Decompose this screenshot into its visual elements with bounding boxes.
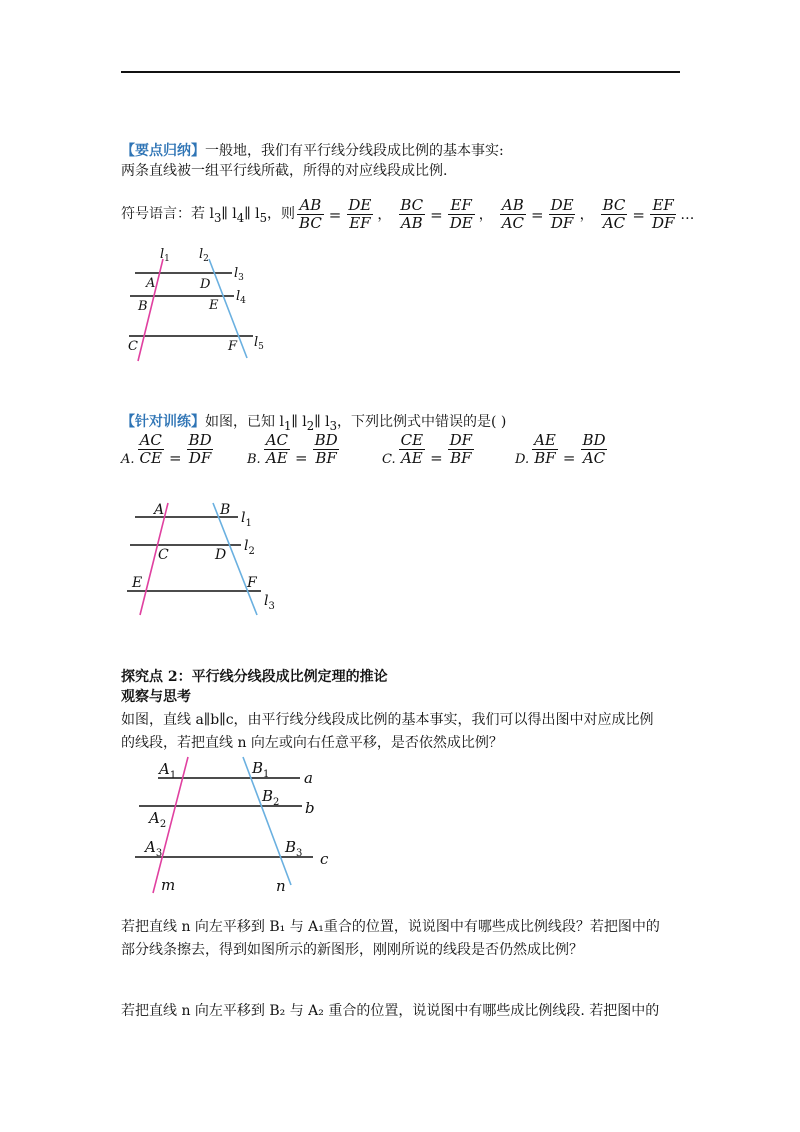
paragraph-2-line-1: 若把直线 n 向左平移到 B₁ 与 A₁重合的位置，说说图中有哪些成比例线段？若把图中的 — [121, 919, 660, 935]
practice-question: 【针对训练】如图，已知 $l_1\parallel$ $l_2\parallel$ $l_3$，下列比例式中错误的是( ) — [121, 414, 507, 433]
label-l1: $l_1$ — [241, 510, 252, 529]
symbol-language: 符号语言：若 $l_3\parallel$ $l_4\parallel$ $l_5$，则 — [121, 206, 296, 225]
point-A: A — [154, 502, 165, 518]
point-A2: $A_2$ — [149, 809, 167, 830]
label-m: m — [161, 876, 176, 894]
figure-parallel-lines-3 — [125, 755, 340, 900]
label-l4: $l_4$ — [236, 289, 246, 306]
point-D: D — [200, 277, 211, 292]
option-A[interactable]: A. $\frac{AC}{CE}$ = $\frac{BD}{DF}$ — [121, 431, 212, 467]
point-F: F — [228, 339, 238, 354]
label-l3: $l_3$ — [234, 266, 244, 283]
label-l2: $l_2$ — [199, 247, 209, 264]
section-heading: 探究点 2：平行线分线段成比例定理的推论 — [121, 669, 388, 685]
point-E: E — [132, 575, 143, 591]
key-points-label: 【要点归纳】 — [121, 143, 205, 159]
point-A: A — [146, 276, 156, 291]
option-B[interactable]: B. $\frac{AC}{AE}$ = $\frac{BD}{BF}$ — [247, 431, 338, 467]
point-B: B — [220, 502, 231, 518]
point-C: C — [128, 339, 138, 354]
figure-parallel-lines-1 — [120, 240, 280, 365]
label-b: b — [305, 799, 315, 817]
label-l5: $l_5$ — [254, 335, 264, 352]
point-C: C — [158, 547, 169, 563]
label-l1: $l_1$ — [160, 247, 170, 264]
key-points-intro — [121, 141, 504, 161]
practice-label: 【针对训练】 — [121, 414, 205, 430]
proportion-list: $\frac{AB}{BC}$ = $\frac{DE}{EF}$ ， $\frac{BC}{AB}$ = $\frac{EF}{DE}$ ， $\frac{AB}{AC}$ = $\frac{DE}{DF}$ ， $\frac{BC}{AC}$ = $\frac{EF}{DF}$ … — [295, 197, 699, 232]
label-l3: $l_3$ — [264, 593, 275, 612]
proportion-1: $\frac{AB}{BC}$ = $\frac{DE}{EF}$ — [299, 196, 372, 232]
symbol-language-row — [121, 184, 699, 232]
option-C[interactable]: C. $\frac{CE}{AE}$ = $\frac{DF}{BF}$ — [382, 431, 473, 467]
label-a: a — [304, 769, 313, 787]
header-rule — [121, 71, 680, 73]
proportion-3: $\frac{AB}{AC}$ = $\frac{DE}{DF}$ — [501, 196, 574, 232]
paragraph-1-line-2: 的线段，若把直线 n 向左或向右任意平移，是否依然成比例？ — [121, 735, 503, 751]
point-D: D — [215, 547, 227, 563]
key-points-statement: 两条直线被一组平行线所截，所得的对应线段成比例. — [121, 163, 448, 179]
label-n: n — [276, 877, 286, 895]
point-B2: $B_2$ — [262, 787, 280, 808]
key-points-text: 一般地，我们有平行线分线段成比例的基本事实: — [205, 143, 504, 159]
point-B3: $B_3$ — [285, 838, 303, 859]
point-E: E — [209, 298, 219, 313]
point-A1: $A_1$ — [159, 760, 177, 781]
label-c: c — [320, 850, 329, 868]
option-D[interactable]: D. $\frac{AE}{BF}$ = $\frac{BD}{AC}$ — [515, 431, 606, 467]
section-subheading: 观察与思考 — [121, 689, 191, 705]
paragraph-2-line-2: 部分线条擦去，得到如图所示的新图形，刚刚所说的线段是否仍然成比例？ — [121, 942, 583, 958]
point-F: F — [247, 575, 257, 591]
label-l2: $l_2$ — [244, 538, 255, 557]
proportion-2: $\frac{BC}{AB}$ = $\frac{EF}{DE}$ — [400, 196, 473, 232]
point-B1: $B_1$ — [252, 759, 270, 780]
paragraph-3-line-1: 若把直线 n 向左平移到 B₂ 与 A₂ 重合的位置，说说图中有哪些成比例线段. 若把图中的 — [121, 1003, 660, 1019]
point-A3: $A_3$ — [145, 838, 163, 859]
point-B: B — [138, 299, 148, 314]
figure-parallel-lines-2 — [120, 495, 285, 620]
paragraph-1-line-1: 如图，直线 a∥b∥c，由平行线分线段成比例的基本事实，我们可以得出图中对应成比例 — [121, 712, 654, 728]
proportion-4: $\frac{BC}{AC}$ = $\frac{EF}{DF}$ — [602, 196, 675, 232]
